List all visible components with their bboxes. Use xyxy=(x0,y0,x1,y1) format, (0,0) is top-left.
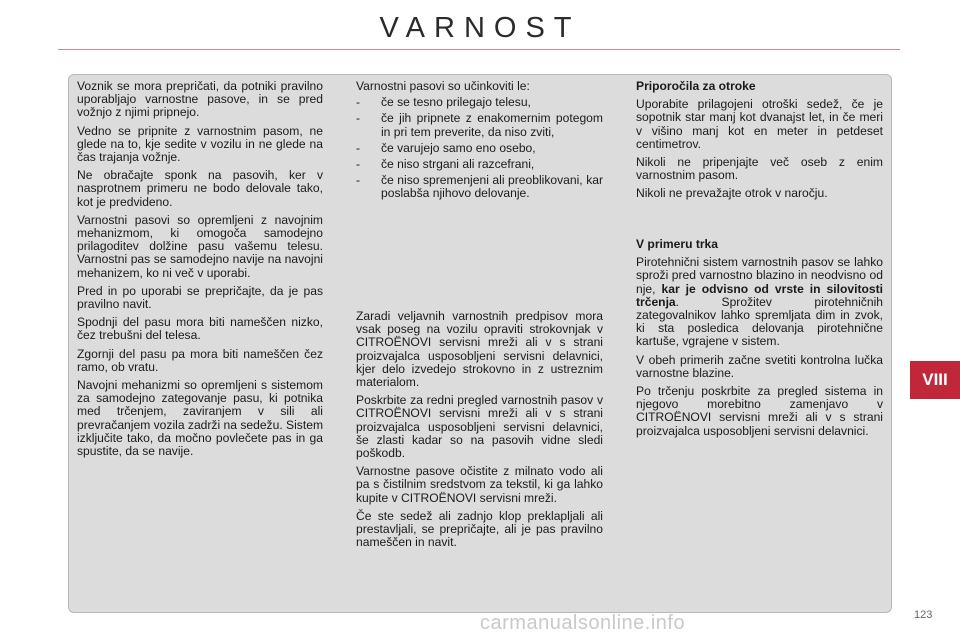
column-middle-lower xyxy=(356,310,603,554)
paragraph: Nikoli ne pripenjajte več oseb z enim varnostnim pasom. xyxy=(636,155,883,183)
paragraph: Zgornji del pasu pa mora biti nameščen čez ramo, ob vratu. xyxy=(77,346,323,374)
list-item: - če varujejo samo eno osebo, xyxy=(356,140,536,155)
column-right-upper xyxy=(636,80,883,206)
list-item: - če se tesno prilegajo telesu, xyxy=(356,95,531,110)
page-number: 123 xyxy=(914,609,933,621)
paragraph: Uporabite prilagojeni otroški sedež, če je sopotnik star manj kot dvanajst let, in če meri v višino manj kot en meter in petdeset centimetrov. xyxy=(636,97,883,151)
paragraph: V obeh primerih začne svetiti kontrolna lučka varnostne blazine. xyxy=(636,352,883,380)
list-item: - če jih pripnete z enakomernim potegom in pri tem preverite, da niso zviti, xyxy=(356,111,603,139)
paragraph: Zaradi veljavnih varnostnih predpisov mora vsak poseg na vozilu opraviti strokovnjak v CITROËNOVI servisni mreži ali v s strani proizvajalca usposobljeni servisni delavnici, kjer delo izvedejo strokovno in z ustreznim materialom. xyxy=(356,309,603,390)
paragraph: Voznik se mora prepričati, da potniki pravilno uporabljajo varnostne pasove, in se pred vožnjo z njimi pripnejo. xyxy=(77,79,323,120)
effectiveness-list xyxy=(356,96,603,200)
paragraph: Vedno se pripnite z varnostnim pasom, ne glede na to, kje sedite v vozilu in ne glede na čas trajanja vožnje. xyxy=(77,123,323,165)
paragraph: Poskrbite za redni pregled varnostnih pasov v CITROËNOVI servisni mreži ali v s strani proizvajalca usposobljeni servisni delavnici, še zlasti kadar so na pasovih vidne sledi poškodb. xyxy=(356,393,603,461)
paragraph: Navojni mehanizmi so opremljeni s sistemom za samodejno zategovanje pasu, ki potnika med trčenjem, zaviranjem v sili ali prevračanjem vozila zadrži na sedežu. Sistem izključite tako, da močno povlečete pas in ga spustite, da se navije. xyxy=(77,378,324,459)
paragraph: Če ste sedež ali zadnjo klop preklapljali ali prestavljali, se prepričajte, ali je pas pravilno nameščen in navit. xyxy=(356,508,603,550)
children-heading: Priporočila za otroke xyxy=(636,79,756,93)
column-left xyxy=(77,80,323,463)
column-middle-upper xyxy=(356,80,603,204)
list-item: - če niso strgani ali razcefrani, xyxy=(356,157,535,172)
paragraph: Nikoli ne prevažajte otrok v naročju. xyxy=(636,186,828,201)
list-intro: Varnostni pasovi so učinkoviti le: xyxy=(356,79,530,93)
title-divider xyxy=(58,49,900,50)
paragraph: Spodnji del pasu mora biti nameščen nizko, čez trebušni del telesa. xyxy=(77,315,323,343)
section-tab: VIII xyxy=(910,361,960,399)
paragraph: Varnostni pasovi so opremljeni z navojnim mehanizmom, ki omogoča samodejno prilagoditev dolžine pasu vašemu telesu. Varnostni pas se samodejno navije na navojni mehanizem, ko ni več v uporabi. xyxy=(77,212,323,280)
paragraph: Pred in po uporabi se prepričajte, da je pas pravilno navit. xyxy=(77,283,323,312)
paragraph: Pirotehnični sistem varnostnih pasov se lahko sproži pred varnostno blazino in neodvisno od nje, kar je odvisno od vrste in silovitosti trčenja. Sprožitev pirotehničnih zategovalnikov lahko spremljata dim in zvok, ki sta posledica delovanja pirotehnične kartuše, vgrajene v sistem. xyxy=(636,255,883,349)
paragraph: Varnostne pasove očistite z milnato vodo ali pa s čistilnim sredstvom za tekstil, ki ga lahko kupite v CITROËNOVI servisni mreži. xyxy=(356,464,603,505)
paragraph: Ne obračajte sponk na pasovih, ker v nasprotnem primeru ne bodo delovale tako, kot je predvideno. xyxy=(77,168,323,209)
paragraph: Po trčenju poskrbite za pregled sistema in njegovo morebitno zamenjavo v CITROËNOVI servisni mreži ali v s strani proizvajalca usposobljeni servisni delavnici. xyxy=(636,384,883,438)
column-right-lower xyxy=(636,238,883,443)
watermark: carmanualsonline.info xyxy=(480,612,686,634)
list-item: - če niso spremenjeni ali preoblikovani, kar poslabša njihovo delovanje. xyxy=(356,173,603,201)
page-title: VARNOST xyxy=(379,12,581,44)
crash-heading: V primeru trka xyxy=(636,237,718,251)
